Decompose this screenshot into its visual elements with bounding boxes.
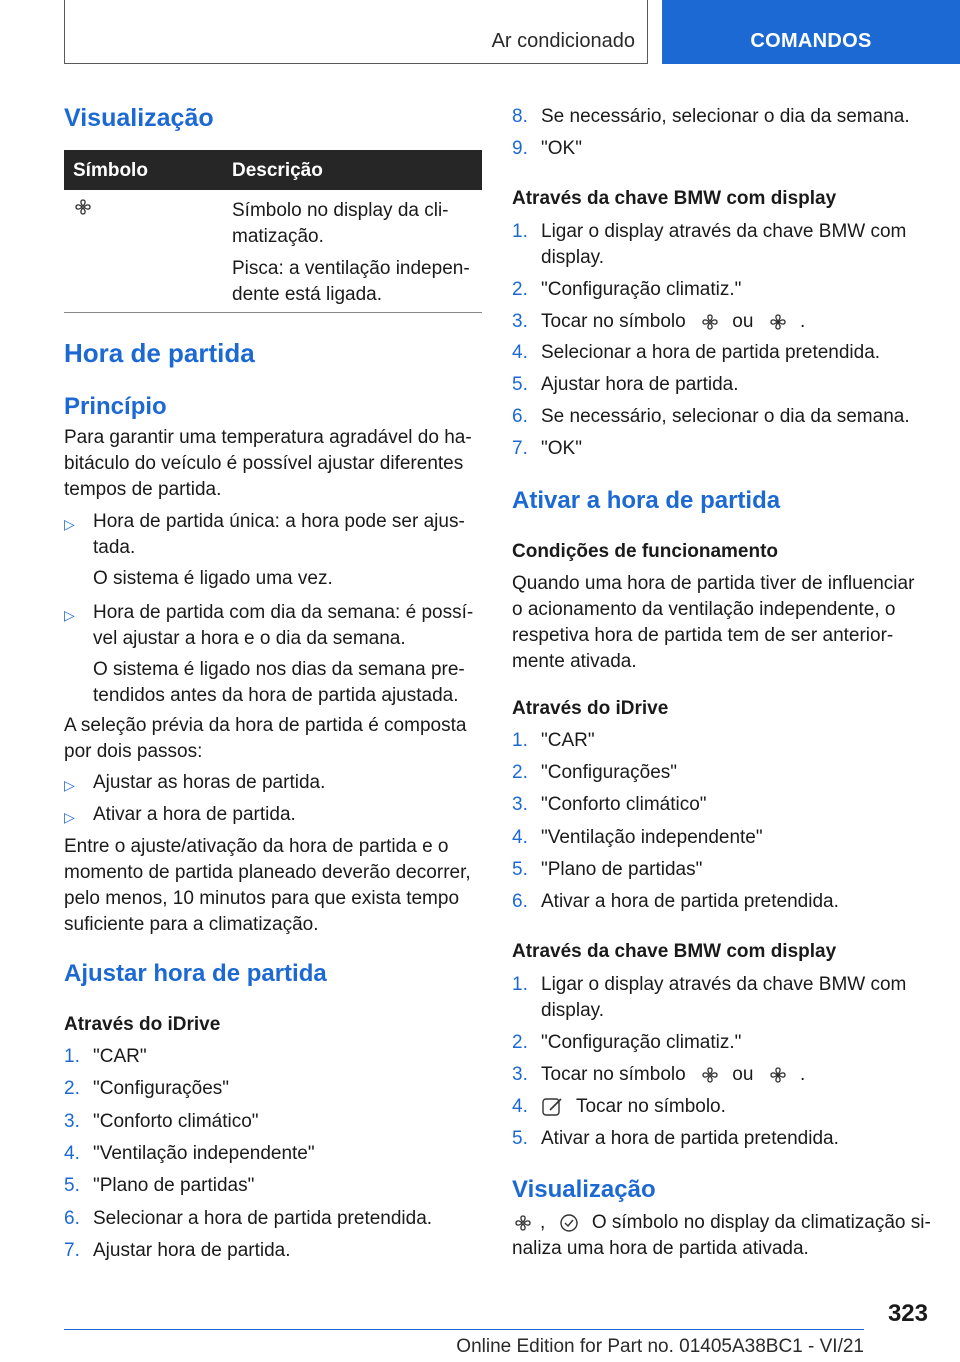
idrive-heading: Através do iDrive (64, 1014, 221, 1035)
bullet-subtext: tendidos antes da hora de partida ajustada. (93, 685, 459, 706)
selecao-line2: por dois passos: (64, 741, 203, 762)
entre-line4: suficiente para a climatização. (64, 914, 319, 935)
key-display-heading-2: Através da chave BMW com display (512, 941, 837, 962)
step-number: 4. (512, 342, 528, 363)
step-text: Se necessário, selecionar o dia da semana. (541, 106, 910, 127)
step-number: 1. (64, 1046, 80, 1067)
step-text: Selecionar a hora de partida pretendida. (93, 1207, 433, 1229)
bullet-subtext: O sistema é ligado uma vez. (93, 568, 333, 589)
bullet-text: Ativar a hora de partida. (93, 804, 296, 825)
step-number: 1. (512, 974, 528, 995)
step-text: "Configuração climatiz." (541, 1032, 742, 1053)
step-text: Ligar o display através da chave BMW com (541, 221, 907, 242)
step-number: 6. (512, 891, 528, 912)
selecao-line1: A seleção prévia da hora de partida é composta (64, 715, 467, 736)
cond-line3: respetiva hora de partida tem de ser anterior- (512, 625, 894, 646)
step-text: Ajustar hora de partida. (541, 374, 739, 395)
vis-comma: , (540, 1212, 546, 1233)
step-number: 5. (512, 1128, 528, 1149)
step-number: 6. (64, 1207, 80, 1229)
entre-line2: momento de partida planeado deverão decorrer, (64, 862, 471, 883)
table-desc-line4: dente está ligada. (232, 284, 383, 305)
visualizacao-heading-2: Visualização (512, 1176, 656, 1203)
step-text: "Configurações" (93, 1078, 230, 1100)
triangle-bullet-icon: ▷ (64, 607, 75, 623)
table-desc-line2: matização. (232, 226, 324, 247)
footer-divider (64, 1329, 864, 1330)
step-text: "Ventilação independente" (541, 826, 763, 848)
visualizacao-heading: Visualização (64, 104, 214, 132)
bullet-text-cont: tada. (93, 537, 136, 558)
step-text: "Ventilação independente" (93, 1142, 315, 1164)
step-number: 1. (512, 221, 528, 242)
table-desc-line1: Símbolo no display da cli- (232, 200, 449, 221)
step-number: 2. (512, 762, 528, 784)
symbol-table-header (64, 150, 482, 190)
ativar-heading: Ativar a hora de partida (512, 487, 781, 514)
step-text: Se necessário, selecionar o dia da semana. (541, 406, 910, 427)
step-text: "Plano de partidas" (93, 1175, 255, 1197)
triangle-bullet-icon: ▷ (64, 777, 75, 793)
vis-text: O símbolo no display da climatização si- (591, 1212, 931, 1233)
vis-line1 (512, 1210, 931, 1236)
step-text: "Conforto climático" (93, 1110, 259, 1132)
step-text: Ativar a hora de partida pretendida. (541, 891, 839, 912)
step-number: 4. (64, 1142, 80, 1164)
edit-checkbox-icon (541, 1096, 565, 1118)
step-text-cont: display. (541, 1000, 605, 1021)
triangle-bullet-icon: ▷ (64, 516, 75, 532)
check-circle-icon (559, 1213, 579, 1233)
principio-line1: Para garantir uma temperatura agradável do ha- (64, 427, 472, 448)
principio-line2: bitáculo do veículo é possível ajustar diferentes (64, 453, 464, 474)
fan-icon (514, 1214, 532, 1232)
bullet-text: Ajustar as horas de partida. (93, 772, 326, 793)
step-number: 2. (64, 1078, 80, 1100)
bullet-text: Hora de partida com dia da semana: é possí- (93, 602, 474, 623)
table-desc-line3: Pisca: a ventilação indepen- (232, 258, 470, 279)
table-header-symbol: Símbolo (73, 160, 148, 181)
table-header-description: Descrição (232, 160, 323, 181)
step-text: . (799, 311, 806, 332)
ajustar-heading: Ajustar hora de partida (64, 960, 327, 987)
step-number: 8. (512, 106, 528, 127)
footer-edition (0, 1336, 960, 1358)
step-text: . (799, 1064, 806, 1085)
triangle-bullet-icon: ▷ (64, 809, 75, 825)
cond-line1: Quando uma hora de partida tiver de influenciar (512, 573, 915, 594)
vis-line2: naliza uma hora de partida ativada. (512, 1238, 809, 1259)
fan-icon (701, 1066, 719, 1084)
step-text-cont: display. (541, 247, 605, 268)
step-number: 5. (512, 374, 528, 395)
step-number: 9. (512, 138, 528, 159)
bullet-text: Hora de partida única: a hora pode ser ajus- (93, 511, 465, 532)
fan-icon (74, 198, 92, 216)
step-number: 1. (512, 730, 528, 751)
principio-line3: tempos de partida. (64, 479, 222, 500)
step-text: Tocar no símbolo (541, 311, 686, 332)
step-number: 5. (64, 1175, 80, 1197)
section-title: Ar condicionado (491, 30, 635, 52)
step-text: "CAR" (93, 1046, 147, 1067)
idrive-heading-2: Através do iDrive (512, 698, 669, 719)
step-text: "Plano de partidas" (541, 858, 703, 880)
step-number: 3. (512, 311, 528, 332)
step-number: 3. (512, 794, 528, 816)
step-text: Tocar no símbolo. (575, 1096, 726, 1117)
step-text: Ajustar hora de partida. (93, 1239, 291, 1261)
cond-line2: o acionamento da ventilação independente, o (512, 599, 896, 620)
condicoes-heading: Condições de funcionamento (512, 541, 779, 562)
step-text: Ativar a hora de partida pretendida. (541, 1128, 839, 1149)
step-number: 3. (512, 1064, 528, 1085)
page-number: 323 (887, 1300, 928, 1327)
entre-line3: pelo menos, 10 minutos para que exista tempo (64, 888, 460, 909)
step-number: 7. (512, 438, 528, 459)
step-text: "OK" (541, 138, 582, 159)
step-text: Selecionar a hora de partida pretendida. (541, 342, 881, 363)
step-number: 4. (512, 1096, 528, 1117)
fan-icon (701, 313, 719, 331)
step-text: ou (732, 311, 754, 332)
fan-active-icon (769, 1066, 787, 1084)
entre-line1: Entre o ajuste/ativação da hora de partida e o (64, 836, 449, 857)
cond-line4: mente ativada. (512, 651, 637, 672)
step-text: Tocar no símbolo (541, 1064, 686, 1085)
step-text: "Configuração climatiz." (541, 279, 742, 300)
step-number: 3. (64, 1110, 80, 1132)
step-number: 7. (64, 1239, 80, 1261)
header-section-box (64, 0, 648, 64)
hora-partida-heading: Hora de partida (64, 338, 255, 368)
step-number: 2. (512, 1032, 528, 1053)
step-text: "OK" (541, 438, 582, 459)
bullet-text-cont: vel ajustar a hora e o dia da semana. (93, 628, 406, 649)
step-text: Ligar o display através da chave BMW com (541, 974, 907, 995)
step-text: "CAR" (541, 730, 595, 751)
step-number: 5. (512, 858, 528, 880)
step-number: 4. (512, 826, 528, 848)
step-text: ou (732, 1064, 754, 1085)
chapter-tab-label: COMANDOS (750, 30, 872, 52)
footer-edition-text: Online Edition for Part no. 01405A38BC1 - VI/21 (456, 1336, 864, 1357)
step-number: 6. (512, 406, 528, 427)
chapter-tab[interactable] (662, 0, 960, 64)
fan-active-icon (769, 313, 787, 331)
table-divider (64, 312, 482, 313)
key-display-heading: Através da chave BMW com display (512, 188, 837, 209)
bullet-subtext: O sistema é ligado nos dias da semana pre- (93, 659, 465, 680)
principio-heading: Princípio (64, 393, 167, 420)
step-text: "Configurações" (541, 762, 678, 784)
step-text: "Conforto climático" (541, 794, 707, 816)
step-number: 2. (512, 279, 528, 300)
